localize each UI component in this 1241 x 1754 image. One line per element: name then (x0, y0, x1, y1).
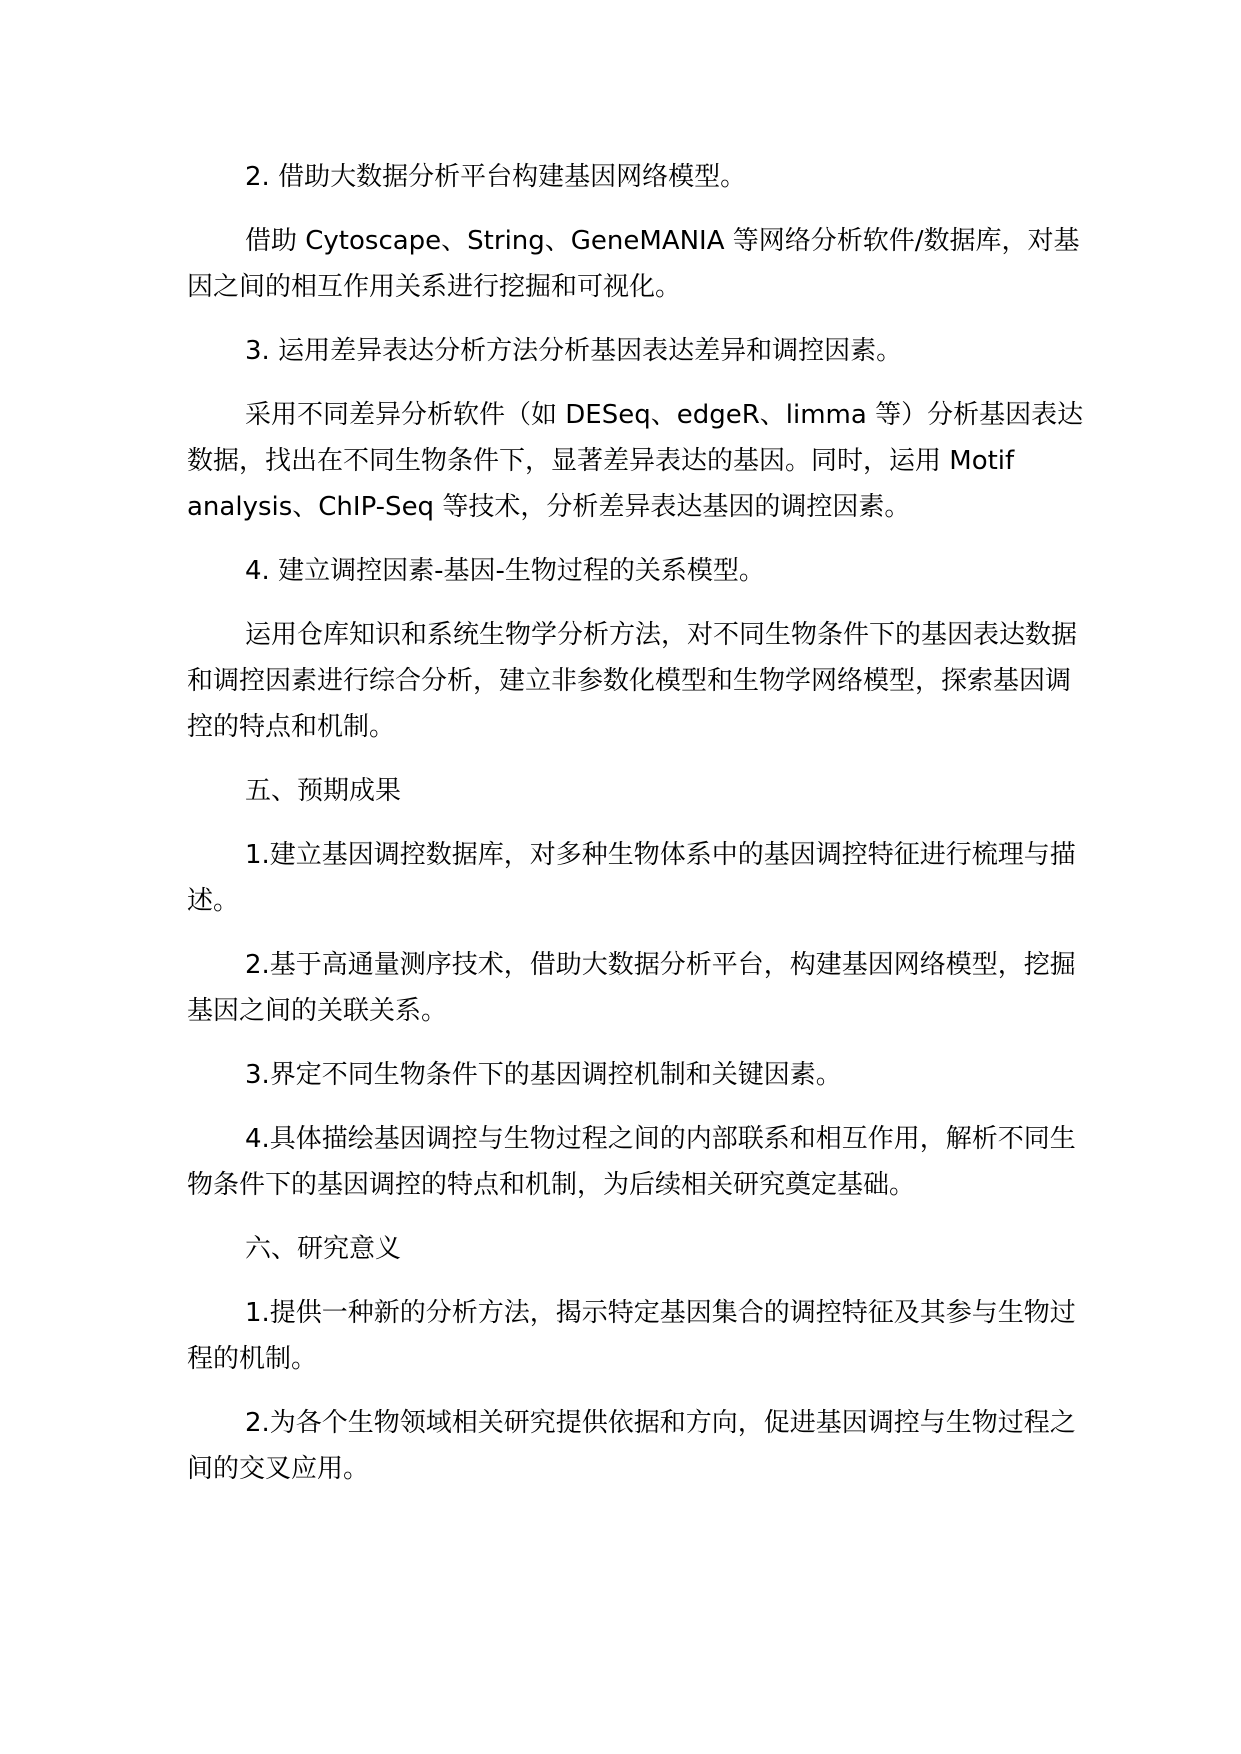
body-paragraph: 借助 Cytoscape、String、GeneMANIA 等网络分析软件/数据库，对基因之间的相互作用关系进行挖掘和可视化。 (187, 226, 1080, 302)
item-heading-2: 2. 借助大数据分析平台构建基因网络模型。 (245, 162, 747, 192)
significance-item-2: 2.为各个生物领域相关研究提供依据和方向，促进基因调控与生物过程之间的交叉应用。 (187, 1408, 1076, 1484)
section-heading-expected-results: 五、预期成果 (245, 776, 402, 806)
document-body (187, 154, 1087, 1510)
item-heading-3: 3. 运用差异表达分析方法分析基因表达差异和调控因素。 (245, 336, 903, 366)
result-item-4: 4.具体描绘基因调控与生物过程之间的内部联系和相互作用，解析不同生物条件下的基因调控的特点和机制，为后续相关研究奠定基础。 (187, 1124, 1076, 1200)
result-item-3: 3.界定不同生物条件下的基因调控机制和关键因素。 (245, 1060, 842, 1090)
significance-item-1: 1.提供一种新的分析方法，揭示特定基因集合的调控特征及其参与生物过程的机制。 (187, 1298, 1076, 1374)
body-paragraph: 运用仓库知识和系统生物学分析方法，对不同生物条件下的基因表达数据和调控因素进行综合分析，建立非参数化模型和生物学网络模型，探索基因调控的特点和机制。 (187, 620, 1078, 742)
result-item-1: 1.建立基因调控数据库，对多种生物体系中的基因调控特征进行梳理与描述。 (187, 840, 1076, 916)
result-item-2: 2.基于高通量测序技术，借助大数据分析平台，构建基因网络模型，挖掘基因之间的关联关系。 (187, 950, 1076, 1026)
section-heading-significance: 六、研究意义 (245, 1234, 402, 1264)
item-heading-4: 4. 建立调控因素-基因-生物过程的关系模型。 (245, 556, 765, 586)
body-paragraph: 采用不同差异分析软件（如 DESeq、edgeR、limma 等）分析基因表达数据，找出在不同生物条件下，显著差异表达的基因。同时，运用 Motif analysis、ChIP-Seq 等技术，分析差异表达基因的调控因素。 (187, 400, 1084, 522)
